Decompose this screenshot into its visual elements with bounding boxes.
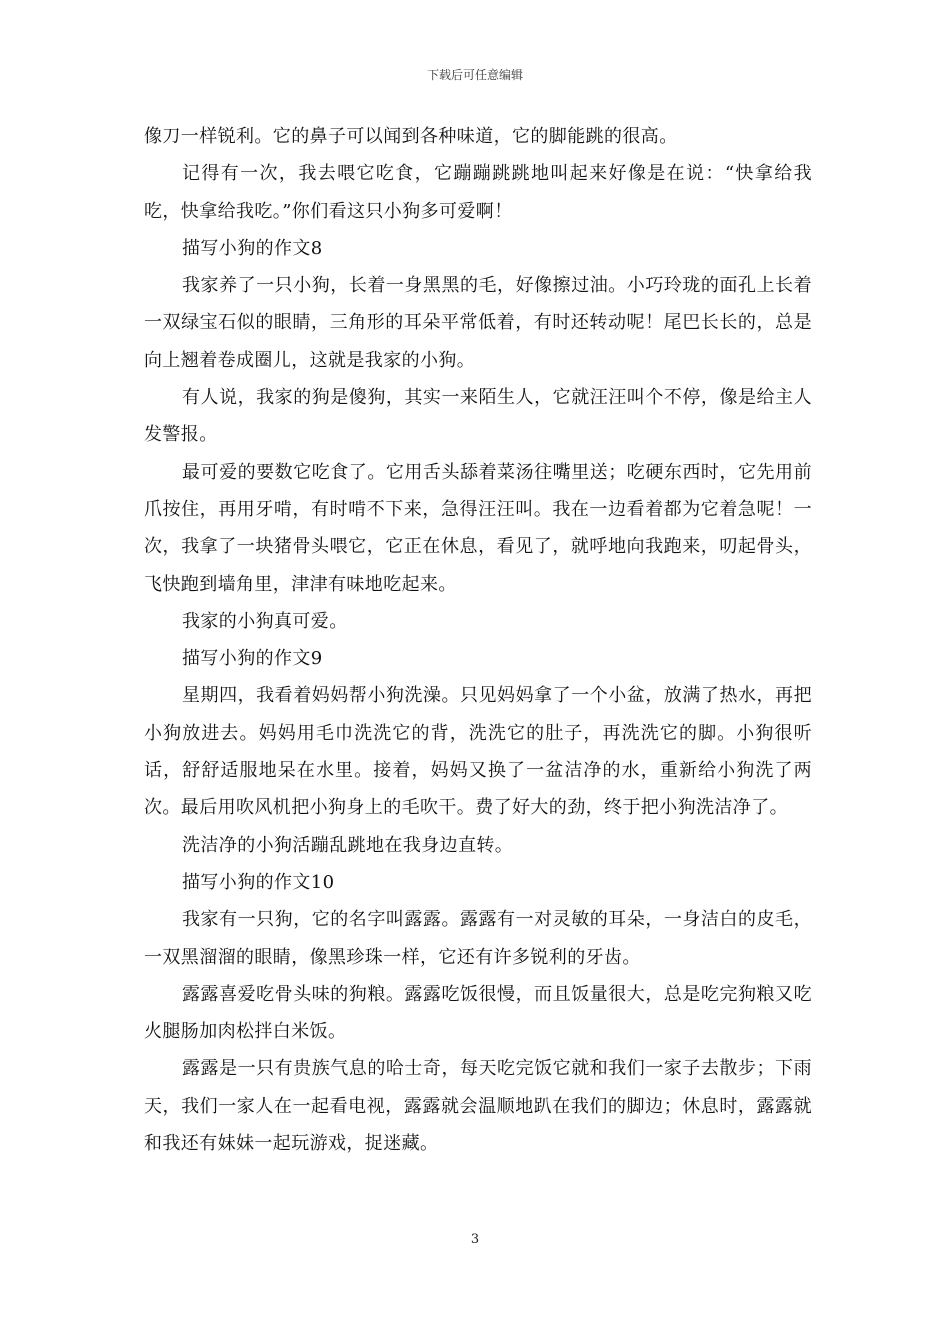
page-header: 下载后可任意编辑 [426, 68, 523, 82]
section-heading-8: 描写小狗的作文8 [182, 237, 323, 259]
paragraph: 我家的小狗真可爱。 [182, 610, 348, 632]
paragraph: 最可爱的要数它吃食了。它用舌头舔着菜汤往嘴里送；吃硬东西时，它先用前爪按住，再用牙啃，有时啃不下来，急得汪汪叫。我在一边看着都为它着急呢！一次，我拿了一块猪骨头喂它，它正在休息，看见了，就呼地向我跑来，叨起骨头，飞快跑到墙角里，津津有味地吃起来。 [144, 461, 812, 595]
paragraph: 记得有一次，我去喂它吃食，它蹦蹦跳跳地叫起来好像是在说：“快拿给我吃，快拿给我吃。”你们看这只小狗多可爱啊！ [144, 163, 812, 222]
paragraph: 洗洁净的小狗活蹦乱跳地在我身边直转。 [182, 834, 514, 856]
paragraph: 我家有一只狗，它的名字叫露露。露露有一对灵敏的耳朵，一身洁白的皮毛，一双黑溜溜的眼睛，像黑珍珠一样，它还有许多锐利的牙齿。 [144, 909, 812, 968]
page-number: 3 [470, 1232, 480, 1247]
section-heading-10: 描写小狗的作文10 [182, 871, 335, 893]
paragraph: 我家养了一只小狗，长着一身黑黑的毛，好像擦过油。小巧玲珑的面孔上长着一双绿宝石似的眼睛，三角形的耳朵平常低着，有时还转动呢！尾巴长长的，总是向上翘着卷成圈儿，这就是我家的小狗。 [144, 275, 812, 371]
document-body [144, 118, 812, 1162]
paragraph: 星期四，我看着妈妈帮小狗洗澡。只见妈妈拿了一个小盆，放满了热水，再把小狗放进去。妈妈用毛巾洗洗它的背，洗洗它的肚子，再洗洗它的脚。小狗很听话，舒舒适服地呆在水里。接着，妈妈又换了一盆洁净的水，重新给小狗洗了两次。最后用吹风机把小狗身上的毛吹干。费了好大的劲，终于把小狗洗洁净了。 [144, 685, 812, 819]
section-heading-9: 描写小狗的作文9 [182, 648, 323, 670]
paragraph: 露露喜爱吃骨头味的狗粮。露露吃饭很慢，而且饭量很大，总是吃完狗粮又吃火腿肠加肉松拌白米饭。 [144, 983, 812, 1043]
paragraph: 像刀一样锐利。它的鼻子可以闻到各种味道，它的脚能跳的很高。 [144, 126, 678, 147]
paragraph: 露露是一只有贵族气息的哈士奇，每天吃完饭它就和我们一家子去散步；下雨天，我们一家人在一起看电视，露露就会温顺地趴在我们的脚边；休息时，露露就和我还有妹妹一起玩游戏，捉迷藏。 [144, 1058, 812, 1155]
paragraph: 有人说，我家的狗是傻狗，其实一来陌生人，它就汪汪叫个不停，像是给主人发警报。 [144, 387, 812, 446]
